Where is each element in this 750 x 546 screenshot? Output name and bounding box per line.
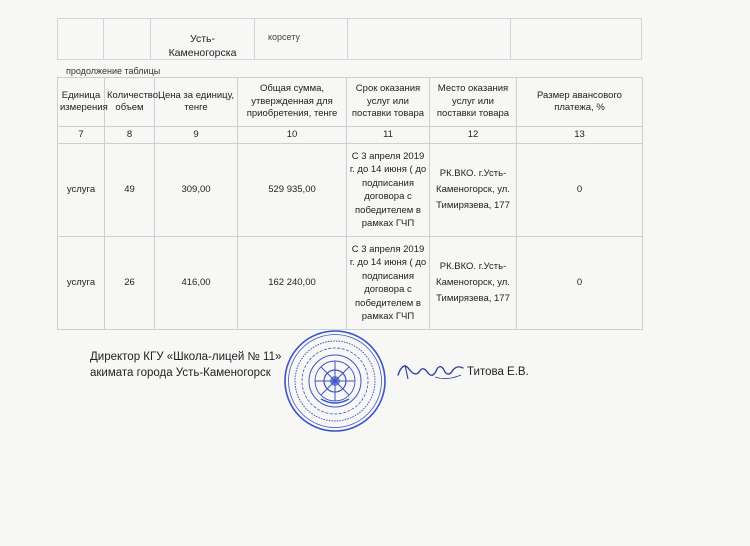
column-number-row [58,127,643,144]
top-city-cell: Усть-Каменогорска [168,33,237,59]
cell-advance: 0 [517,237,643,330]
cell-quantity: 49 [105,144,155,237]
header-total: Общая сумма, утвержденная для приобретения, тенге [238,78,347,127]
cell-period: С 3 апреля 2019 г. до 14 июня ( до подписания договора с победителем в рамках ГЧП [347,144,430,237]
column-number: 9 [155,127,238,144]
cell-unit: услуга [58,237,105,330]
cell-place: РК.ВКО. г.Усть-Каменогорск, ул. Тимирязева, 177 [430,144,517,237]
official-stamp-icon [283,329,387,433]
column-number: 11 [347,127,430,144]
signatory-name: Титова Е.В. [467,366,529,378]
cell-price: 416,00 [155,237,238,330]
table-header-row [58,78,643,127]
header-unit: Единица измерения [58,78,105,127]
cell-place: РК.ВКО. г.Усть-Каменогорск, ул. Тимирязева, 177 [430,237,517,330]
top-item-fragment: корсету [268,32,300,42]
procurement-table [57,77,643,330]
header-place: Место оказания услуг или поставки товара [430,78,517,127]
column-number: 7 [58,127,105,144]
continuation-label: продолжение таблицы [66,66,161,76]
cell-total: 529 935,00 [238,144,347,237]
column-number: 12 [430,127,517,144]
header-period: Срок оказания услуг или поставки товара [347,78,430,127]
table-row [58,144,643,237]
header-advance: Размер авансового платежа, % [517,78,643,127]
cell-price: 309,00 [155,144,238,237]
column-number: 10 [238,127,347,144]
column-number: 8 [105,127,155,144]
column-number: 13 [517,127,643,144]
cell-unit: услуга [58,144,105,237]
table-row [58,237,643,330]
header-price: Цена за единицу, тенге [155,78,238,127]
cell-total: 162 240,00 [238,237,347,330]
header-quantity: Количество, объем [105,78,155,127]
cell-advance: 0 [517,144,643,237]
signatory-title [90,349,281,381]
top-table-fragment [57,18,642,60]
cell-quantity: 26 [105,237,155,330]
signatory-line-1: Директор КГУ «Школа-лицей № 11» [90,351,282,363]
cell-period: С 3 апреля 2019 г. до 14 июня ( до подписания договора с победителем в рамках ГЧП [347,237,430,330]
signatory-line-2: акимата города Усть-Каменогорск [90,367,271,379]
handwritten-signature-icon [395,357,467,387]
